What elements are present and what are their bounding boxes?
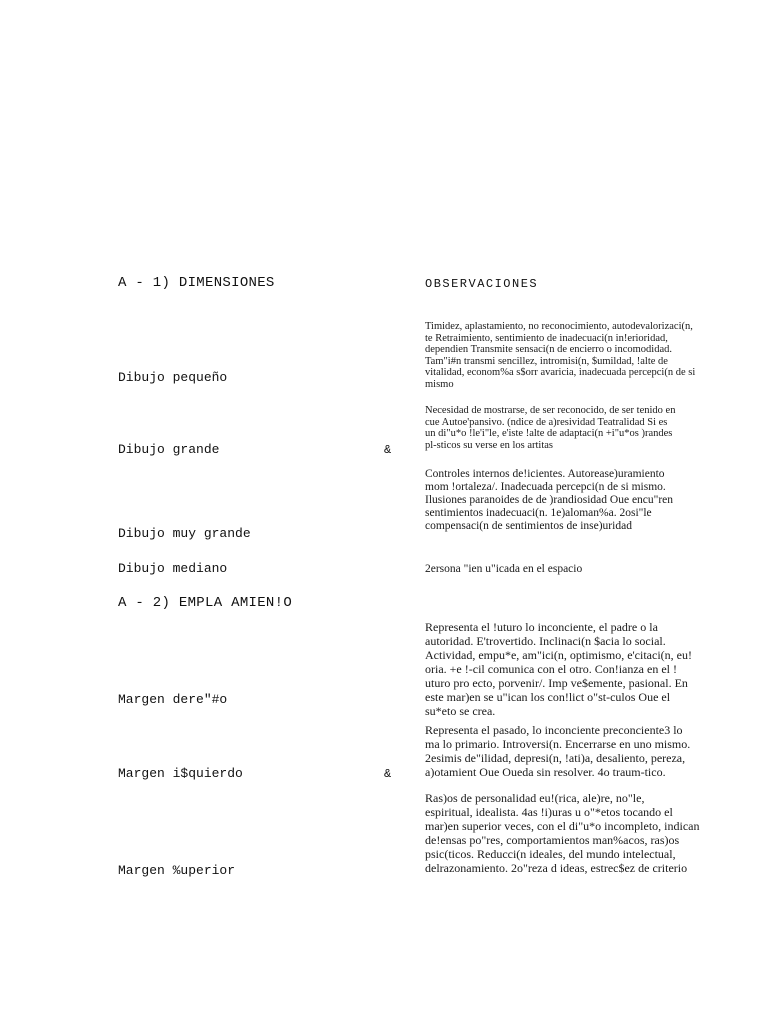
description-dibujo-muy-grande: Controles internos de!icientes. Autorease)uramiento mom !ortaleza/. Inadecuada percepci(n de si mismo. Ilusiones paranoides de de )randiosidad Oue encu"ren sentimientos inadecuaci(n. 1e)aloman%a. 2osi"le compensaci(n de sentimientos de inse)uridad	[425, 468, 674, 532]
label-margen-derecho: Margen dere"#o	[118, 692, 228, 707]
observations-title: OBSERVACIONES	[425, 277, 539, 291]
description-margen-derecho: Representa el !uturo lo inconciente, el padre o la autoridad. E'trovertido. Inclinaci(n $acia lo social. Actividad, empu*e, am"ici(n, optimismo, e'citaci(n, eu! oria. +e !-cil comunica con el otro. Con!ianza en el ! uturo pro ecto, porvenir/. Imp ve$emente, pasional. En este mar)en se u"ican los con!lict o"st-culos Oue el su*eto se crea.	[425, 620, 692, 718]
description-dibujo-grande: Necesidad de mostrarse, de ser reconocido, de ser tenido en cue Autoe'pansivo. (ndice de a)resividad Teatralidad Si es un di"u*o !le'i"le, e'iste !alte de adaptaci(n +i"u*os )randes pl-sticos su verse en los artitas	[425, 405, 676, 451]
label-dibujo-pequeno: Dibujo pequeño	[118, 370, 228, 385]
marker-ampersand: &	[384, 767, 392, 781]
description-dibujo-mediano: 2ersona "ien u"icada en el espacio	[425, 563, 583, 575]
section-title-emplazamiento: A - 2) EMPLA AMIEN!O	[118, 595, 293, 611]
label-margen-izquierdo: Margen i$quierdo	[118, 766, 243, 781]
description-margen-superior: Ras)os de personalidad eu!(rica, ale)re, no"le, espiritual, idealista. 4as !i)uras u o"*etos tocando el mar)en superior veces, con el di"u*o incompleto, indican de!ensas po"res, comportamientos man%acos, ras)os psic(ticos. Reducci(n ideales, del mundo intelectual, delrazonamiento. 2o"reza d ideas, estrec$ez de criterio	[425, 791, 700, 875]
label-dibujo-mediano: Dibujo mediano	[118, 561, 228, 576]
label-margen-superior: Margen %uperior	[118, 863, 236, 878]
section-title-dimensiones: A - 1) DIMENSIONES	[118, 275, 275, 291]
marker-ampersand: &	[384, 443, 392, 457]
label-dibujo-grande: Dibujo grande	[118, 442, 220, 457]
description-dibujo-pequeno: Timidez, aplastamiento, no reconocimiento, autodevalorizaci(n, te Retraimiento, sentimiento de inadecuaci(n in!erioridad, dependien Transmite sensaci(n de encierro o incomodidad. Tam"i#n transmi sencillez, intromisi(n, $umildad, !alte de vitalidad, econom%a s$orr avaricia, inadecuada percepci(n de si mismo	[425, 321, 696, 390]
description-margen-izquierdo: Representa el pasado, lo inconciente preconciente3 lo ma lo primario. Introversi(n. Encerrarse en uno mismo. 2esimis de"ilidad, depresi(n, !ati)a, desaliento, pereza, a)otamient Oue Oueda sin resolver. 4o traum-tico.	[425, 723, 691, 779]
label-dibujo-muy-grande: Dibujo muy grande	[118, 526, 251, 541]
